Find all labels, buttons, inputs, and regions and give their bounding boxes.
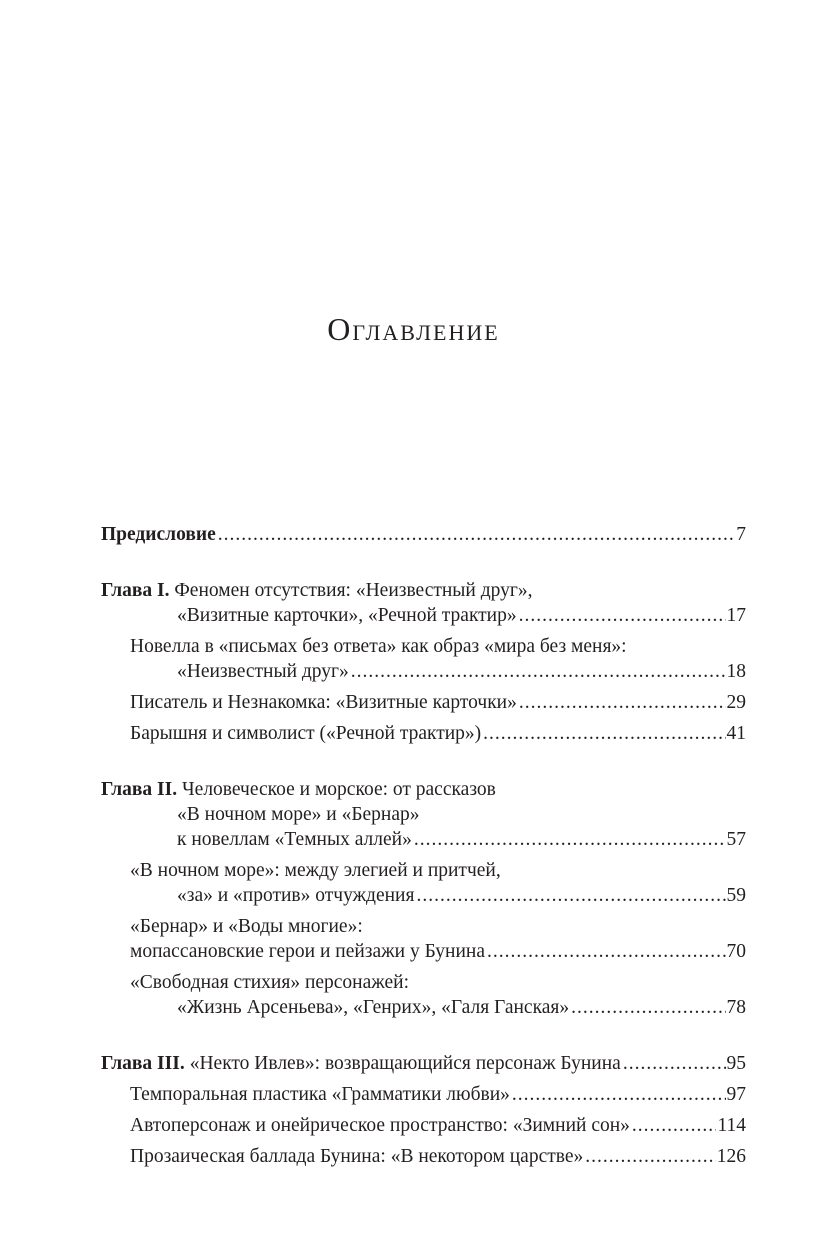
toc-page-number: 95: [726, 1053, 746, 1074]
dot-leader: [571, 995, 725, 1020]
chapter-title: Человеческое и морское: от рассказов: [181, 779, 496, 800]
chapter-title: Феномен отсутствия: «Неизвестный друг»,: [174, 580, 533, 601]
toc-page-number: 57: [726, 829, 746, 850]
toc-entry-section[interactable]: [101, 914, 746, 964]
section-title: Автоперсонаж и онейрическое пространство: «Зимний сон»: [130, 1115, 630, 1136]
dot-leader: [632, 1113, 717, 1138]
toc-entry-chapter-2[interactable]: [101, 777, 746, 852]
toc-entry-chapter-3[interactable]: [101, 1051, 746, 1076]
chapter-title-continued: «Визитные карточки», «Речной трактир»: [177, 605, 517, 626]
toc-page-number: 126: [716, 1146, 746, 1167]
section-title: «В ночном море»: между элегией и притчей,: [130, 860, 501, 881]
toc-entry-section[interactable]: [101, 1113, 746, 1138]
page-title: Оглавление: [327, 311, 500, 347]
dot-leader: [519, 603, 726, 628]
toc-page-number: 114: [717, 1115, 746, 1136]
dot-leader: [585, 1144, 715, 1169]
section-title: Писатель и Незнакомка: «Визитные карточки»: [130, 692, 517, 713]
toc-entry-section[interactable]: [101, 690, 746, 715]
toc-page-number: 17: [726, 605, 746, 626]
toc-entry-section[interactable]: [101, 1082, 746, 1107]
dot-leader: [483, 721, 725, 746]
toc-page-number: 97: [726, 1084, 746, 1105]
section-title-continued: мопассановские герои и пейзажи у Бунина: [130, 941, 485, 962]
toc-entry-preface[interactable]: [101, 522, 746, 547]
dot-leader: [512, 1082, 726, 1107]
toc-page-number: 70: [726, 941, 746, 962]
section-title: Темпоральная пластика «Грамматики любви»: [130, 1084, 510, 1105]
toc-entry-section[interactable]: [101, 970, 746, 1020]
toc-page-number: 59: [726, 885, 746, 906]
section-title: Прозаическая баллада Бунина: «В некотором царстве»: [130, 1146, 584, 1167]
toc-page-number: 78: [726, 997, 746, 1018]
section-title: «Свободная стихия» персонажей:: [130, 972, 409, 993]
section-title: Новелла в «письмах без ответа» как образ «мира без меня»:: [130, 636, 627, 657]
table-of-contents: [101, 522, 746, 1169]
toc-entry-chapter-1[interactable]: [101, 578, 746, 628]
toc-entry-section[interactable]: [101, 721, 746, 746]
dot-leader: [623, 1051, 726, 1076]
toc-entry-section[interactable]: [101, 858, 746, 908]
dot-leader: [487, 939, 726, 964]
dot-leader: [218, 522, 735, 547]
toc-preface-label: Предисловие: [101, 524, 216, 545]
chapter-number: Глава III.: [101, 1053, 185, 1074]
chapter-number: Глава II.: [101, 779, 178, 800]
toc-page-number: 29: [726, 692, 746, 713]
dot-leader: [519, 690, 726, 715]
chapter-number: Глава I.: [101, 580, 170, 601]
chapter-title-continued: к новеллам «Темных аллей»: [177, 829, 412, 850]
chapter-title: «Некто Ивлев»: возвращающийся персонаж Бунина: [189, 1053, 621, 1074]
toc-page-number: 7: [736, 524, 746, 545]
dot-leader: [351, 659, 726, 684]
section-title-continued: «за» и «против» отчуждения: [177, 885, 415, 906]
chapter-title-continued: «В ночном море» и «Бернар»: [177, 804, 420, 825]
section-title-continued: «Жизнь Арсеньева», «Генрих», «Галя Ганская»: [177, 997, 570, 1018]
section-title-continued: «Неизвестный друг»: [177, 661, 349, 682]
dot-leader: [414, 827, 726, 852]
section-title: Барышня и символист («Речной трактир»): [130, 723, 482, 744]
toc-page-number: 18: [726, 661, 746, 682]
section-title: «Бернар» и «Воды многие»:: [130, 916, 363, 937]
toc-page-number: 41: [726, 723, 746, 744]
toc-entry-section[interactable]: [101, 1144, 746, 1169]
toc-entry-section[interactable]: [101, 634, 746, 684]
dot-leader: [416, 883, 725, 908]
